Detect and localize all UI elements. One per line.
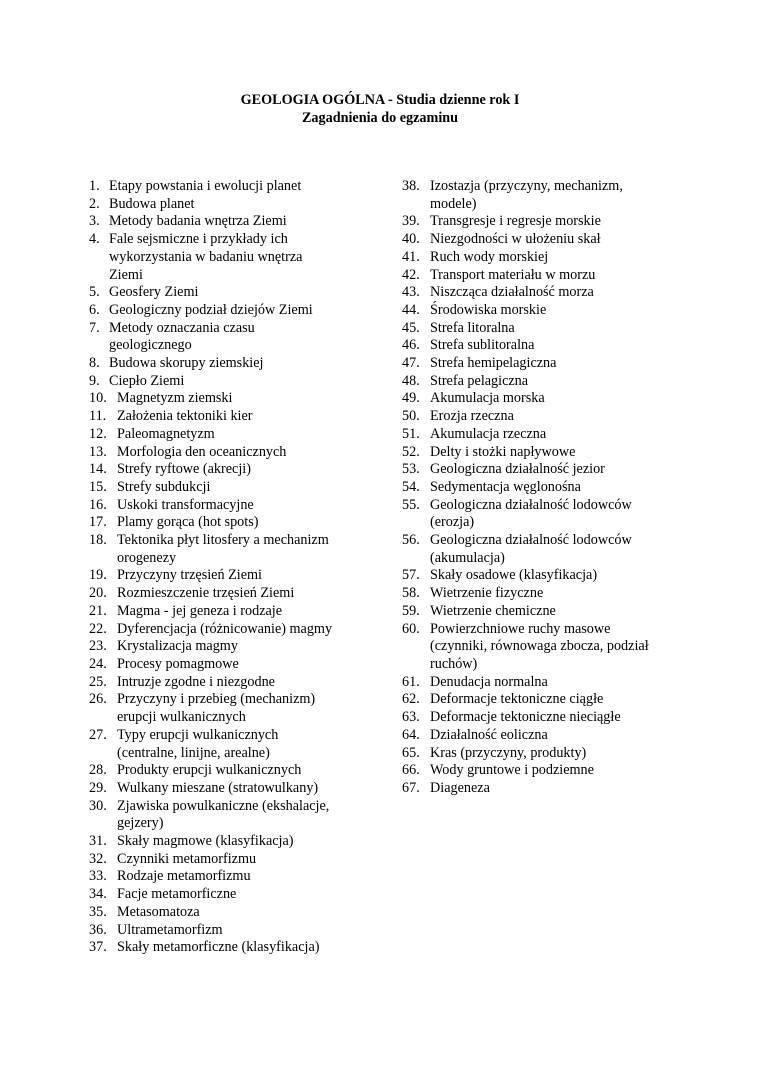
- list-item: [89, 621, 379, 639]
- item-text: [430, 621, 652, 674]
- item-text-line: Uskoki transformacyjne: [117, 496, 254, 513]
- document-subtitle: Zagadnienia do egzaminu: [301, 110, 459, 126]
- list-item: [89, 638, 379, 656]
- item-text: [109, 231, 379, 284]
- list-item: [402, 780, 652, 798]
- item-number: 22.: [89, 620, 107, 637]
- list-item: [402, 745, 652, 763]
- item-text: [117, 886, 379, 904]
- item-text-line: Geologiczna działalność lodowców: [430, 496, 632, 513]
- item-text-line: Geologiczna działalność jezior: [430, 461, 605, 478]
- item-number: 21.: [89, 602, 107, 619]
- item-text: [117, 851, 379, 869]
- item-number: 7.: [89, 319, 100, 336]
- item-number: 25.: [89, 673, 107, 690]
- item-number: 57.: [402, 567, 420, 584]
- item-text: [430, 231, 652, 249]
- item-number: 38.: [402, 178, 420, 194]
- item-text-line: Diageneza: [430, 779, 490, 796]
- list-item: [402, 461, 652, 479]
- item-number: 2.: [89, 195, 100, 212]
- list-item: [89, 585, 379, 603]
- list-item: [402, 479, 652, 497]
- item-text-line: Ruch wody morskiej: [430, 248, 549, 265]
- item-text-line: Typy erupcji wulkanicznych: [117, 726, 279, 743]
- item-number: 55.: [402, 496, 420, 513]
- item-text: [109, 373, 379, 391]
- list-item: [402, 621, 652, 674]
- item-text: [430, 426, 652, 444]
- list-item: [89, 762, 379, 780]
- item-text: [117, 727, 379, 762]
- item-text-line: modele): [430, 195, 477, 212]
- list-item: [402, 355, 652, 373]
- item-number: 42.: [402, 266, 420, 283]
- item-number: 14.: [89, 461, 107, 478]
- item-text: [117, 479, 379, 497]
- item-text: [117, 638, 379, 656]
- item-number: 26.: [89, 691, 107, 708]
- item-text: [117, 585, 379, 603]
- item-text-line: Czynniki metamorfizmu: [117, 850, 257, 867]
- item-number: 8.: [89, 355, 100, 372]
- item-text: [430, 691, 652, 709]
- item-text-line: geologicznego: [109, 337, 192, 354]
- item-text: [430, 444, 652, 462]
- item-number: 30.: [89, 797, 107, 814]
- list-item: [89, 514, 379, 532]
- item-text: [109, 196, 379, 214]
- item-number: 58.: [402, 585, 420, 602]
- item-text-line: Strefa pelagiczna: [430, 372, 529, 389]
- list-item: [89, 674, 379, 692]
- item-text-line: Ziemi: [109, 266, 143, 283]
- item-text: [117, 798, 379, 833]
- list-item: [89, 691, 379, 726]
- list-item: [89, 355, 379, 373]
- item-number: 29.: [89, 779, 107, 796]
- item-number: 63.: [402, 709, 420, 726]
- list-item: [402, 249, 652, 267]
- list-item: [402, 284, 652, 302]
- item-text-line: Strefy subdukcji: [117, 478, 211, 495]
- item-text-line: Magnetyzm ziemski: [117, 390, 233, 407]
- list-item: [89, 851, 379, 869]
- list-item: [89, 320, 379, 355]
- item-number: 33.: [89, 868, 107, 885]
- item-text-line: Plamy gorąca (hot spots): [117, 514, 259, 531]
- item-number: 6.: [89, 301, 100, 318]
- item-text: [430, 762, 652, 780]
- item-number: 52.: [402, 443, 420, 460]
- list-item: [89, 656, 379, 674]
- item-number: 31.: [89, 833, 107, 850]
- item-text: [117, 390, 379, 408]
- list-item: [89, 727, 379, 762]
- item-text: [117, 408, 379, 426]
- document-title: GEOLOGIA OGÓLNA - Studia dzienne rok I: [240, 92, 520, 108]
- item-text: [117, 833, 379, 851]
- item-text-line: Założenia tektoniki kier: [117, 408, 253, 425]
- item-text-line: ruchów): [430, 655, 478, 672]
- item-text: [430, 674, 652, 692]
- item-text-line: Budowa planet: [109, 195, 195, 212]
- item-text-line: Wody gruntowe i podziemne: [430, 762, 594, 779]
- list-item: [402, 178, 652, 213]
- item-text: [430, 497, 652, 532]
- item-text-line: Środowiska morskie: [430, 301, 547, 318]
- list-item: [89, 284, 379, 302]
- item-text-line: Sedymentacja węglonośna: [430, 478, 581, 495]
- item-text: [117, 868, 379, 886]
- item-text-line: orogenezy: [117, 549, 177, 566]
- item-text: [117, 426, 379, 444]
- item-number: 36.: [89, 921, 107, 938]
- item-text: [109, 320, 379, 355]
- item-number: 4.: [89, 231, 100, 248]
- item-text: [430, 320, 652, 338]
- item-number: 45.: [402, 319, 420, 336]
- item-number: 50.: [402, 408, 420, 425]
- item-text: [430, 408, 652, 426]
- item-text-line: Strefa litoralna: [430, 319, 515, 336]
- item-text: [430, 355, 652, 373]
- item-number: 59.: [402, 602, 420, 619]
- item-text-line: Denudacja normalna: [430, 673, 548, 690]
- item-number: 18.: [89, 532, 107, 549]
- item-number: 66.: [402, 762, 420, 779]
- item-text: [430, 302, 652, 320]
- item-number: 61.: [402, 673, 420, 690]
- item-text-line: Akumulacja rzeczna: [430, 425, 547, 442]
- item-text-line: Niszcząca działalność morza: [430, 284, 594, 301]
- item-text-line: Tektonika płyt litosfery a mechanizm: [117, 532, 329, 549]
- item-number: 47.: [402, 355, 420, 372]
- item-text-line: Deformacje tektoniczne ciągłe: [430, 691, 604, 708]
- item-text: [117, 603, 379, 621]
- item-number: 27.: [89, 726, 107, 743]
- item-number: 24.: [89, 655, 107, 672]
- item-number: 9.: [89, 372, 100, 389]
- list-item: [89, 302, 379, 320]
- item-number: 10.: [89, 390, 107, 407]
- item-number: 51.: [402, 425, 420, 442]
- item-number: 56.: [402, 532, 420, 549]
- item-text-line: Budowa skorupy ziemskiej: [109, 355, 264, 372]
- item-number: 49.: [402, 390, 420, 407]
- list-item: [89, 373, 379, 391]
- item-text-line: Izostazja (przyczyny, mechanizm,: [430, 178, 623, 194]
- item-text: [430, 390, 652, 408]
- item-text: [430, 603, 652, 621]
- item-number: 16.: [89, 496, 107, 513]
- item-text-line: Metasomatoza: [117, 903, 200, 920]
- item-text: [109, 284, 379, 302]
- item-text: [117, 461, 379, 479]
- list-item: [89, 780, 379, 798]
- item-text-line: Wietrzenie fizyczne: [430, 585, 544, 602]
- list-item: [402, 709, 652, 727]
- item-number: 35.: [89, 903, 107, 920]
- list-item: [402, 267, 652, 285]
- item-number: 13.: [89, 443, 107, 460]
- list-item: [89, 426, 379, 444]
- item-text-line: Morfologia den oceanicznych: [117, 443, 287, 460]
- item-text-line: Skały metamorficzne (klasyfikacja): [117, 939, 320, 956]
- item-text: [430, 727, 652, 745]
- item-text-line: Wietrzenie chemiczne: [430, 602, 556, 619]
- document-header: [0, 91, 760, 127]
- item-text-line: Skały magmowe (klasyfikacja): [117, 833, 294, 850]
- item-text: [109, 213, 379, 231]
- item-number: 19.: [89, 567, 107, 584]
- item-number: 1.: [89, 178, 100, 194]
- item-text-line: Transport materiału w morzu: [430, 266, 596, 283]
- item-text-line: Facje metamorficzne: [117, 886, 237, 903]
- list-item: [89, 213, 379, 231]
- item-text: [117, 762, 379, 780]
- item-number: 64.: [402, 726, 420, 743]
- item-number: 3.: [89, 213, 100, 230]
- list-item: [402, 603, 652, 621]
- list-item: [402, 408, 652, 426]
- item-number: 44.: [402, 301, 420, 318]
- list-item: [402, 532, 652, 567]
- item-text-line: (erozja): [430, 514, 475, 531]
- item-text: [430, 567, 652, 585]
- item-number: 37.: [89, 939, 107, 956]
- list-item: [402, 497, 652, 532]
- list-item: [402, 674, 652, 692]
- list-item: [89, 939, 379, 957]
- list-item: [402, 762, 652, 780]
- item-text: [430, 709, 652, 727]
- topics-list-right: [402, 178, 652, 798]
- item-text-line: Akumulacja morska: [430, 390, 545, 407]
- item-text-line: Kras (przyczyny, produkty): [430, 744, 587, 761]
- item-text: [430, 461, 652, 479]
- item-text-line: Deformacje tektoniczne nieciągłe: [430, 709, 621, 726]
- item-text: [117, 532, 379, 567]
- list-item: [402, 426, 652, 444]
- item-text-line: Zjawiska powulkaniczne (ekshalacje,: [117, 797, 330, 814]
- item-text-line: Przyczyny trzęsień Ziemi: [117, 567, 262, 584]
- list-item: [89, 231, 379, 284]
- item-text: [430, 284, 652, 302]
- list-item: [402, 320, 652, 338]
- item-text-line: gejzery): [117, 815, 164, 832]
- item-number: 53.: [402, 461, 420, 478]
- item-text: [430, 337, 652, 355]
- item-text-line: Fale sejsmiczne i przykłady ich: [109, 231, 288, 248]
- item-text-line: Produkty erupcji wulkanicznych: [117, 762, 302, 779]
- item-text-line: Strefy ryftowe (akrecji): [117, 461, 251, 478]
- item-text-line: Ciepło Ziemi: [109, 372, 185, 389]
- item-text: [430, 585, 652, 603]
- item-number: 12.: [89, 425, 107, 442]
- item-text: [117, 939, 379, 957]
- item-text: [430, 780, 652, 798]
- item-text-line: (czynniki, równowaga zbocza, podział: [430, 638, 649, 655]
- item-text: [117, 656, 379, 674]
- list-item: [89, 833, 379, 851]
- item-number: 39.: [402, 213, 420, 230]
- item-text-line: erupcji wulkanicznych: [117, 709, 246, 726]
- list-item: [402, 231, 652, 249]
- item-text: [109, 178, 379, 196]
- item-text-line: Metody oznaczania czasu: [109, 319, 255, 336]
- item-number: 54.: [402, 478, 420, 495]
- list-item: [402, 337, 652, 355]
- item-text-line: Intruzje zgodne i niezgodne: [117, 673, 275, 690]
- item-text-line: Krystalizacja magmy: [117, 638, 238, 655]
- item-number: 34.: [89, 886, 107, 903]
- list-item: [402, 691, 652, 709]
- list-item: [89, 904, 379, 922]
- item-text-line: Rozmieszczenie trzęsień Ziemi: [117, 585, 295, 602]
- item-text: [109, 355, 379, 373]
- list-item: [89, 196, 379, 214]
- item-text: [430, 373, 652, 391]
- item-text-line: Geosfery Ziemi: [109, 284, 199, 301]
- item-text-line: Niezgodności w ułożeniu skał: [430, 231, 601, 248]
- item-number: 32.: [89, 850, 107, 867]
- item-number: 28.: [89, 762, 107, 779]
- item-text-line: Metody badania wnętrza Ziemi: [109, 213, 287, 230]
- item-text-line: Rodzaje metamorfizmu: [117, 868, 251, 885]
- item-text: [430, 178, 652, 213]
- item-text: [109, 302, 379, 320]
- item-number: 43.: [402, 284, 420, 301]
- list-item: [402, 213, 652, 231]
- list-item: [89, 886, 379, 904]
- list-item: [89, 390, 379, 408]
- item-number: 48.: [402, 372, 420, 389]
- item-number: 67.: [402, 779, 420, 796]
- list-item: [402, 373, 652, 391]
- item-number: 20.: [89, 585, 107, 602]
- item-text: [430, 267, 652, 285]
- list-item: [89, 532, 379, 567]
- list-item: [89, 603, 379, 621]
- item-text: [117, 904, 379, 922]
- list-item: [402, 585, 652, 603]
- list-item: [402, 567, 652, 585]
- item-number: 23.: [89, 638, 107, 655]
- item-text-line: Powierzchniowe ruchy masowe: [430, 620, 611, 637]
- item-text: [430, 213, 652, 231]
- item-text: [117, 621, 379, 639]
- item-text-line: Skały osadowe (klasyfikacja): [430, 567, 598, 584]
- item-number: 5.: [89, 284, 100, 301]
- list-item: [89, 868, 379, 886]
- item-text-line: Wulkany mieszane (stratowulkany): [117, 779, 319, 796]
- item-text: [117, 444, 379, 462]
- item-text-line: Paleomagnetyzm: [117, 425, 215, 442]
- list-item: [402, 390, 652, 408]
- item-text-line: wykorzystania w badaniu wnętrza: [109, 248, 303, 265]
- list-item: [89, 461, 379, 479]
- item-text-line: Transgresje i regresje morskie: [430, 213, 601, 230]
- item-text: [117, 497, 379, 515]
- item-text-line: Przyczyny i przebieg (mechanizm): [117, 691, 316, 708]
- item-text-line: Procesy pomagmowe: [117, 655, 239, 672]
- item-text-line: Delty i stożki napływowe: [430, 443, 576, 460]
- item-text: [117, 691, 379, 726]
- item-number: 17.: [89, 514, 107, 531]
- item-text-line: Erozja rzeczna: [430, 408, 514, 425]
- item-text: [117, 567, 379, 585]
- item-text: [117, 780, 379, 798]
- item-text-line: Dyferencjacja (różnicowanie) magmy: [117, 620, 333, 637]
- item-number: 15.: [89, 478, 107, 495]
- item-text-line: Magma - jej geneza i rodzaje: [117, 602, 283, 619]
- item-text-line: Geologiczny podział dziejów Ziemi: [109, 301, 313, 318]
- list-item: [89, 798, 379, 833]
- item-number: 40.: [402, 231, 420, 248]
- list-item: [89, 497, 379, 515]
- item-number: 65.: [402, 744, 420, 761]
- item-text-line: Geologiczna działalność lodowców: [430, 532, 632, 549]
- item-text-line: Strefa hemipelagiczna: [430, 355, 557, 372]
- list-item: [402, 727, 652, 745]
- list-item: [89, 479, 379, 497]
- item-number: 41.: [402, 248, 420, 265]
- list-item: [402, 302, 652, 320]
- list-item: [89, 444, 379, 462]
- item-text-line: (centralne, linijne, arealne): [117, 744, 270, 761]
- item-number: 62.: [402, 691, 420, 708]
- list-item: [89, 178, 379, 196]
- item-number: 11.: [89, 408, 107, 425]
- item-text-line: Ultrametamorfizm: [117, 921, 223, 938]
- item-text-line: Etapy powstania i ewolucji planet: [109, 178, 302, 194]
- item-text: [117, 514, 379, 532]
- item-text: [430, 532, 652, 567]
- item-text: [430, 479, 652, 497]
- item-text-line: Działalność eoliczna: [430, 726, 548, 743]
- item-number: 46.: [402, 337, 420, 354]
- list-item: [89, 922, 379, 940]
- item-text: [117, 922, 379, 940]
- item-number: 60.: [402, 620, 420, 637]
- item-text-line: Strefa sublitoralna: [430, 337, 535, 354]
- item-text: [117, 674, 379, 692]
- item-text-line: (akumulacja): [430, 549, 505, 566]
- list-item: [89, 567, 379, 585]
- topics-list-left: [89, 178, 379, 957]
- item-text: [430, 249, 652, 267]
- list-item: [89, 408, 379, 426]
- list-item: [402, 444, 652, 462]
- item-text: [430, 745, 652, 763]
